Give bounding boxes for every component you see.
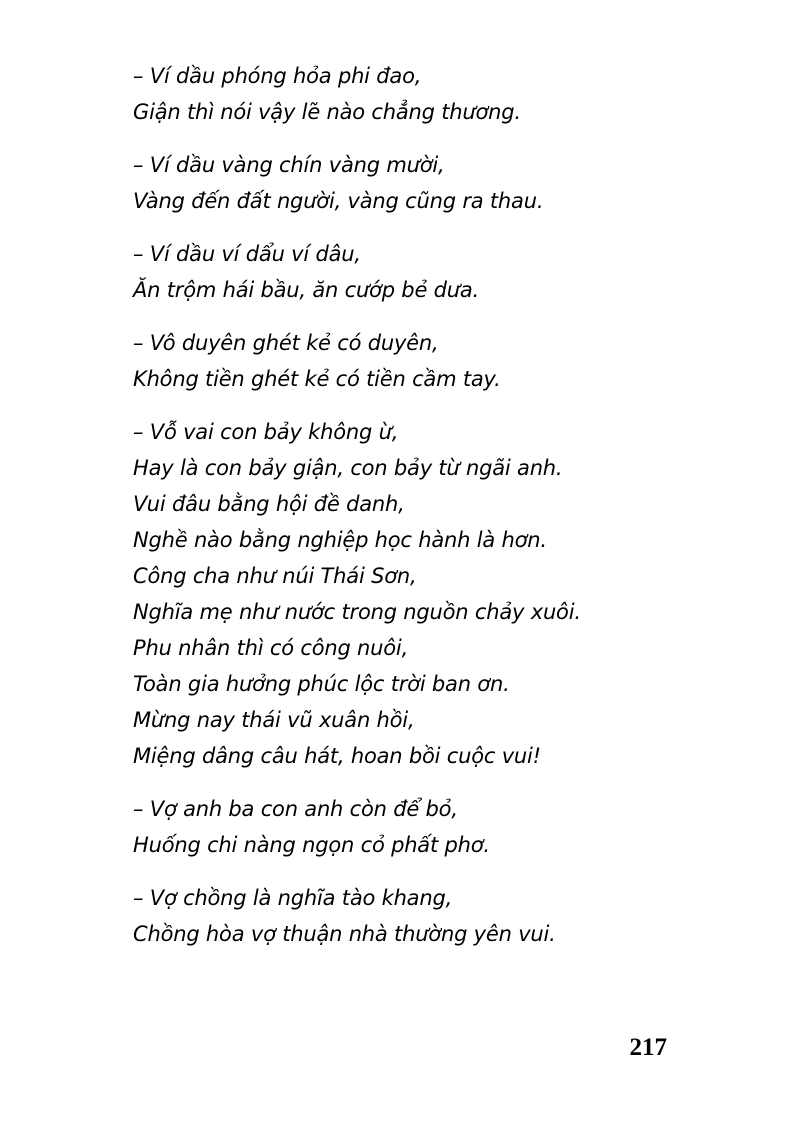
page-number: 217 [629, 1034, 667, 1061]
stanza [133, 880, 753, 952]
verse-line: – Vợ chồng là nghĩa tào khang, [133, 886, 453, 910]
stanza [133, 325, 753, 397]
verse-line: Miệng dâng câu hát, hoan bồi cuộc vui! [133, 744, 541, 768]
poem-text [133, 58, 753, 969]
verse-line: Toàn gia hưởng phúc lộc trời ban ơn. [133, 672, 510, 696]
verse-line: Vàng đến đất người, vàng cũng ra thau. [133, 189, 544, 213]
stanza [133, 236, 753, 308]
stanza [133, 147, 753, 219]
verse-line: Phu nhân thì có công nuôi, [133, 636, 409, 660]
verse-line: Nghề nào bằng nghiệp học hành là hơn. [133, 528, 547, 552]
verse-line: – Ví dầu ví dẩu ví dâu, [133, 242, 361, 266]
verse-line: – Ví dầu vàng chín vàng mười, [133, 153, 445, 177]
verse-line: Huống chi nàng ngọn cỏ phất phơ. [133, 833, 490, 857]
verse-line: Mừng nay thái vũ xuân hồi, [133, 708, 415, 732]
verse-line: – Vỗ vai con bảy không ừ, [133, 420, 399, 444]
stanza [133, 58, 753, 130]
verse-line: – Vợ anh ba con anh còn để bỏ, [133, 797, 458, 821]
stanza [133, 791, 753, 863]
verse-line: Công cha như núi Thái Sơn, [133, 564, 417, 588]
verse-line: Ăn trộm hái bầu, ăn cướp bẻ dưa. [133, 278, 480, 302]
verse-line: Vui đâu bằng hội đề danh, [133, 492, 405, 516]
verse-line: – Vô duyên ghét kẻ có duyên, [133, 331, 439, 355]
verse-line: Giận thì nói vậy lẽ nào chẳng thương. [133, 100, 521, 124]
verse-line: Hay là con bảy giận, con bảy từ ngãi anh. [133, 456, 563, 480]
verse-line: Không tiền ghét kẻ có tiền cầm tay. [133, 367, 501, 391]
verse-line: – Ví dầu phóng hỏa phi đao, [133, 64, 422, 88]
verse-line: Chồng hòa vợ thuận nhà thường yên vui. [133, 922, 556, 946]
stanza [133, 414, 753, 774]
verse-line: Nghĩa mẹ như nước trong nguồn chảy xuôi. [133, 600, 581, 624]
